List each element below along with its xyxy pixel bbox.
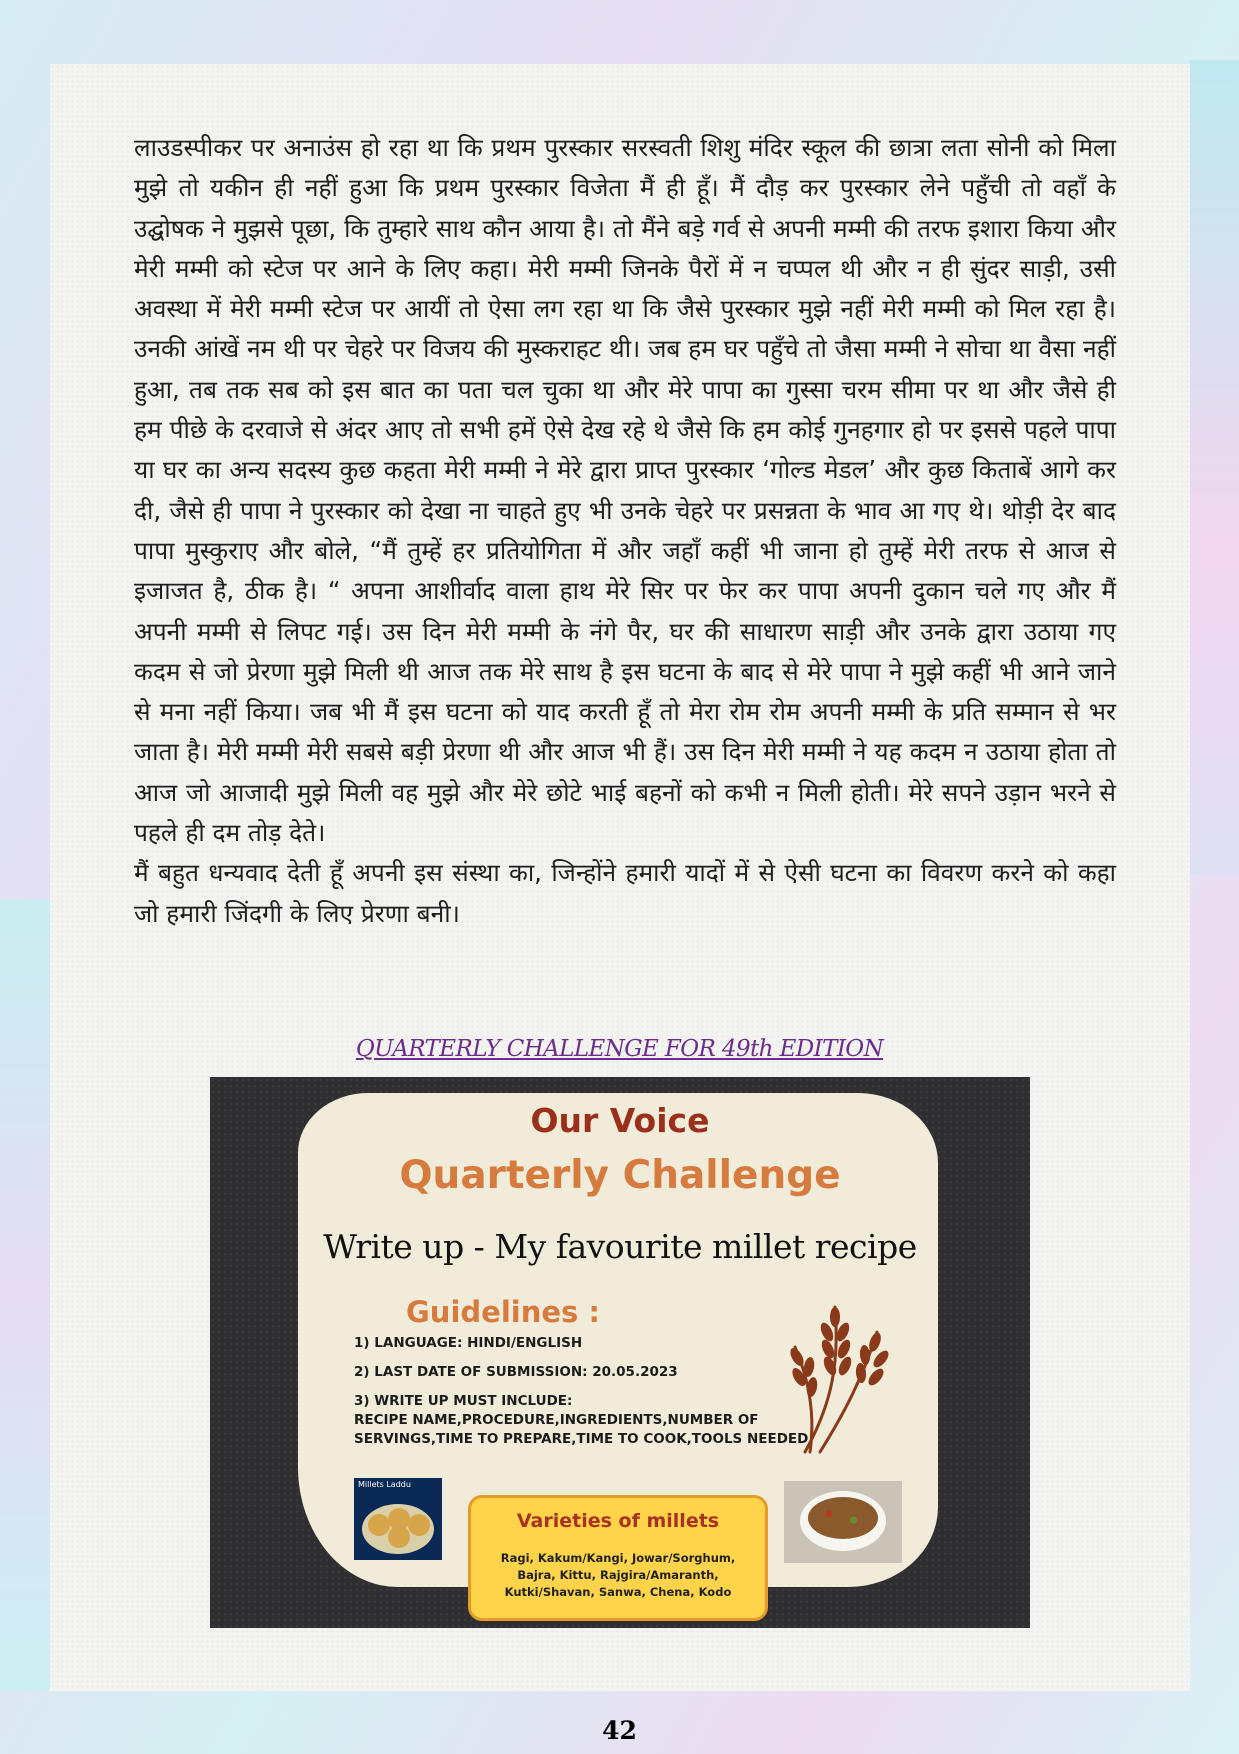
millet-dish-photo	[784, 1481, 902, 1563]
guidelines-heading: Guidelines :	[406, 1295, 600, 1329]
guideline-item: 3) WRITE UP MUST INCLUDE:	[354, 1393, 573, 1409]
wheat-icon	[785, 1287, 905, 1457]
background-wash-right	[1189, 60, 1239, 875]
guidelines-list	[354, 1334, 814, 1449]
poster-title: Quarterly Challenge	[399, 1153, 841, 1198]
guideline-item: 1) LANGUAGE: HINDI/ENGLISH	[354, 1335, 583, 1351]
varieties-title: Varieties of millets	[516, 1510, 720, 1532]
story-paragraph: लाउडस्पीकर पर अनाउंस हो रहा था कि प्रथम पुरस्कार सरस्वती शिशु मंदिर स्कूल की छात्रा लता सोनी को मिला मुझे तो यकीन ही नहीं हुआ कि प्रथम पुरस्कार विजेता मैं ही हूँ। मैं दौड़ कर पुरस्कार लेने पहुँची तो वहाँ के उद्घोषक ने मुझसे पूछा, कि तुम्हारे साथ कौन आया है। तो मैंने बड़े गर्व से अपनी मम्मी की तरफ इशारा किया और मेरी मम्मी को स्टेज पर आने के लिए कहा। मेरी मम्मी जिनके पैरों में न चप्पल थी और न ही सुंदर साड़ी, उसी अवस्था में मेरी मम्मी स्टेज पर आयीं तो ऐसा लग रहा था कि जैसे पुरस्कार मुझे नहीं मेरी मम्मी को मिल रहा है। उनकी आंखें नम थी पर चेहरे पर विजय की मुस्कराहट थी। जब हम घर पहुँचे तो जैसा मम्मी ने सोचा था वैसा नहीं हुआ, तब तक सब को इस बात का पता चल चुका था और मेरे पापा का गुस्सा चरम सीमा पर था और जैसे ही हम पीछे के दरवाजे से अंदर आए तो सभी हमें ऐसे देख रहे थे जैसे कि हम कोई गुनहगार हो पर इससे पहले पापा या घर का अन्य सदस्य कुछ कहता मेरी मम्मी ने मेरे द्वारा प्राप्त पुरस्कार ‘गोल्ड मेडल’ और कुछ किताबें आगे कर दी, जैसे ही पापा ने पुरस्कार को देखा ना चाहते हुए भी उनके चेहरे पर प्रसन्नता के भाव आ गए थे। थोड़ी देर बाद पापा मुस्कुराए और बोले, “मैं तुम्हें हर प्रतियोगिता में और जहाँ कहीं भी जाना हो तुम्हें मेरी तरफ से आज से इजाजत है, ठीक है। “ अपना आशीर्वाद वाला हाथ मेरे सिर पर फेर कर पापा अपनी दुकान चले गए और मैं अपनी मम्मी से लिपट गई। उस दिन मेरी मम्मी के नंगे पैर, घर की साधारण साड़ी और उनके द्वारा उठाया गए कदम से जो प्रेरणा मुझे मिली थी आज तक मेरे साथ है इस घटना के बाद से मेरे पापा ने मुझे कहीं भी आने जाने से मना नहीं किया। जब भी मैं इस घटना को याद करती हूँ तो मेरा रोम रोम अपनी मम्मी के प्रति सम्मान से भर जाता है। मेरी मम्मी मेरी सबसे बड़ी प्रेरणा थी और आज भी हैं। उस दिन मेरी मम्मी ने यह कदम न उठाया होता तो आज जो आजादी मुझे मिली वह मुझे और मेरे छोटे भाई बहनों को कभी न मिली होती। मेरे सपने उड़ान भरने से पहले ही दम तोड़ देते।	[134, 133, 1116, 848]
story-paragraph: मैं बहुत धन्यवाद देती हूँ अपनी इस संस्था का, जिन्होंने हमारी यादों में से ऐसी घटना का विवरण करने को कहा जो हमारी जिंदगी के लिए प्रेरणा बनी।	[134, 858, 1116, 928]
poster-brand: Our Voice	[530, 1101, 710, 1140]
background-wash-left	[0, 900, 50, 1690]
millet-varieties-box	[468, 1495, 768, 1621]
story-text	[134, 128, 1116, 934]
guideline-detail: RECIPE NAME,PROCEDURE,INGREDIENTS,NUMBER OF SERVINGS,TIME TO PREPARE,TIME TO COOK,TOOLS NEEDED	[354, 1412, 809, 1447]
page-number: 42	[602, 1716, 637, 1745]
challenge-caption: QUARTERLY CHALLENGE FOR 49th EDITION	[355, 1036, 884, 1062]
poster-subtitle: Write up - My favourite millet recipe	[323, 1227, 917, 1266]
quarterly-challenge-poster	[210, 1077, 1030, 1628]
varieties-list: Ragi, Kakum/Kangi, Jowar/Sorghum, Bajra, Kittu, Rajgira/Amaranth, Kutki/Shavan, Sanwa, Chena, Kodo	[500, 1551, 736, 1599]
millet-laddu-photo	[354, 1478, 442, 1560]
photo-label: Millets Laddu	[358, 1480, 411, 1489]
guideline-item: 2) LAST DATE OF SUBMISSION: 20.05.2023	[354, 1364, 678, 1380]
